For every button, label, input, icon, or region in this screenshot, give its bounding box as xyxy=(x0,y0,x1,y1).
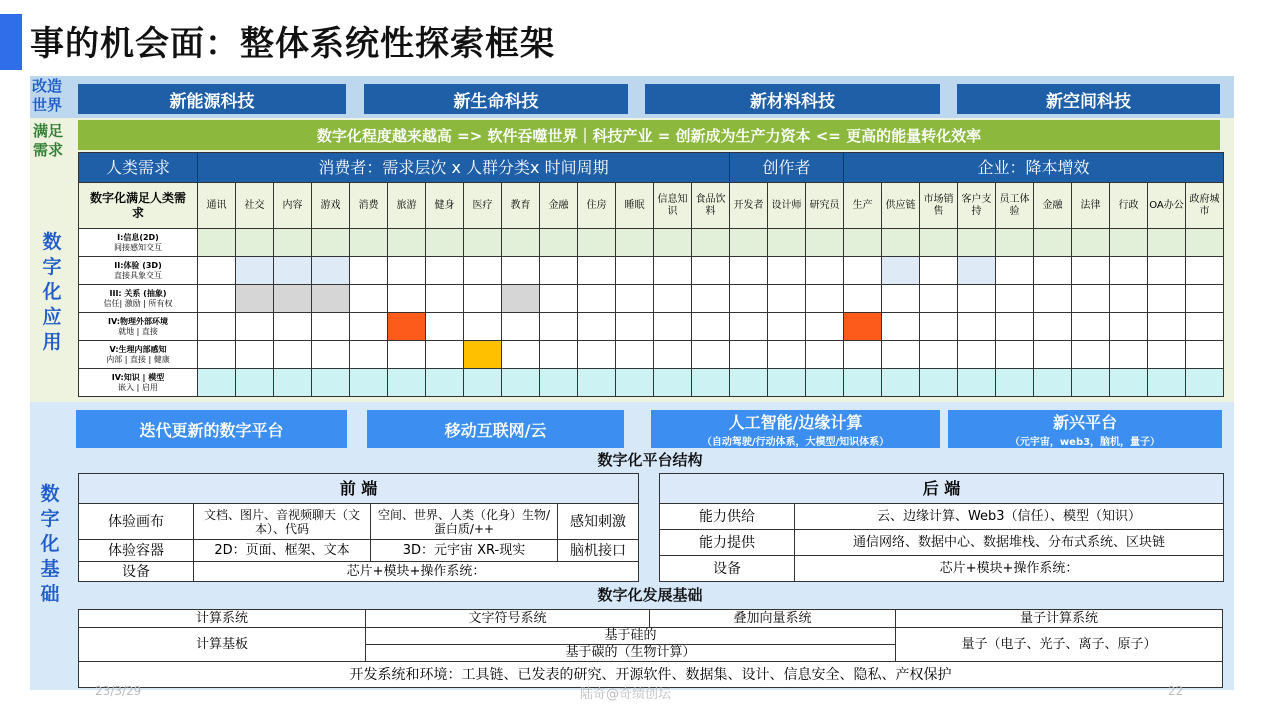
matrix-cell xyxy=(654,229,692,257)
matrix-cell xyxy=(654,313,692,341)
platform-emerging xyxy=(948,410,1222,448)
matrix-cell xyxy=(1110,313,1148,341)
matrix-cell xyxy=(388,257,426,285)
matrix-cell xyxy=(1034,313,1072,341)
matrix-cell xyxy=(426,313,464,341)
silicon-based: 基于硅的 xyxy=(366,628,896,645)
matrix-column-header: 住房 xyxy=(578,183,616,229)
matrix-cell xyxy=(654,285,692,313)
matrix-cell xyxy=(540,285,578,313)
matrix-cell xyxy=(616,257,654,285)
matrix-cell xyxy=(1186,369,1224,397)
matrix-cell xyxy=(1034,257,1072,285)
matrix-row-title: V:生理内部感知 xyxy=(109,344,167,354)
matrix-cell xyxy=(1148,285,1186,313)
header-creator: 创作者 xyxy=(730,153,844,183)
frontend-cell: 芯片+模块+操作系统： xyxy=(194,562,639,582)
matrix-cell xyxy=(198,313,236,341)
matrix-cell xyxy=(1186,341,1224,369)
matrix-corner-label: 数字化满足人类需求 xyxy=(79,183,198,229)
backend-row-label: 设备 xyxy=(660,556,795,582)
matrix-cell xyxy=(768,313,806,341)
matrix-cell xyxy=(388,313,426,341)
platform-title: 迭代更新的数字平台 xyxy=(139,420,284,440)
platform-mobile-cloud xyxy=(367,410,624,448)
matrix-column-header: 内容 xyxy=(274,183,312,229)
platform-subtitle: （元宇宙，web3，脑机，量子） xyxy=(1009,437,1161,448)
matrix-cell xyxy=(1186,229,1224,257)
matrix-cell xyxy=(730,229,768,257)
matrix-row-subtitle: 就地 | 直接 xyxy=(118,326,158,336)
matrix-cell xyxy=(958,257,996,285)
matrix-cell xyxy=(1110,229,1148,257)
matrix-cell xyxy=(312,285,350,313)
dev-environment: 开发系统和环境：工具链、已发表的研究、开源软件、数据集、设计、信息安全、隐私、产权保护 xyxy=(79,662,1223,688)
matrix-cell xyxy=(806,229,844,257)
matrix-cell xyxy=(958,313,996,341)
side-label-change-world: 改造世界 xyxy=(31,77,62,114)
matrix-row-label xyxy=(79,369,198,397)
matrix-cell xyxy=(1148,341,1186,369)
matrix-column-header: 信息知识 xyxy=(654,183,692,229)
matrix-cell xyxy=(882,229,920,257)
matrix-cell xyxy=(692,313,730,341)
side-label-meet-needs: 满足需求 xyxy=(32,122,63,159)
matrix-cell xyxy=(958,369,996,397)
backend-row-label: 能力提供 xyxy=(660,530,795,556)
matrix-cell xyxy=(616,229,654,257)
matrix-cell xyxy=(996,341,1034,369)
matrix-cell xyxy=(464,229,502,257)
carbon-based: 基于碳的（生物计算） xyxy=(366,645,896,662)
dev-base-table xyxy=(78,609,1223,688)
matrix-cell xyxy=(1186,285,1224,313)
matrix-cell xyxy=(426,257,464,285)
matrix-cell xyxy=(1034,229,1072,257)
matrix-cell xyxy=(350,229,388,257)
matrix-cell xyxy=(236,369,274,397)
matrix-cell xyxy=(198,369,236,397)
matrix-column-header: OA办公 xyxy=(1148,183,1186,229)
matrix-cell xyxy=(996,229,1034,257)
matrix-cell xyxy=(502,257,540,285)
matrix-cell xyxy=(996,369,1034,397)
matrix-cell xyxy=(958,285,996,313)
matrix-cell xyxy=(540,257,578,285)
matrix-cell xyxy=(692,341,730,369)
matrix-column-header: 金融 xyxy=(540,183,578,229)
matrix-cell xyxy=(1072,341,1110,369)
matrix-cell xyxy=(350,341,388,369)
matrix-cell xyxy=(996,313,1034,341)
matrix-cell xyxy=(920,257,958,285)
matrix-cell xyxy=(236,229,274,257)
tech-new-space: 新空间科技 xyxy=(957,84,1220,114)
banner-digitalization: 数字化程度越来越高 => 软件吞噬世界｜科技产业 = 创新成为生产力资本 <= 更高的能量转化效率 xyxy=(78,120,1220,150)
matrix-cell xyxy=(502,285,540,313)
matrix-column-header: 睡眠 xyxy=(616,183,654,229)
matrix-cell xyxy=(692,285,730,313)
matrix-cell xyxy=(1072,369,1110,397)
matrix-cell xyxy=(426,229,464,257)
platform-title: 人工智能/边缘计算 xyxy=(728,413,863,432)
matrix-cell xyxy=(274,229,312,257)
title-accent-bar xyxy=(0,14,22,70)
platform-ai-edge xyxy=(651,410,940,448)
matrix-row-label xyxy=(79,229,198,257)
matrix-column-header: 行政 xyxy=(1110,183,1148,229)
matrix-cell xyxy=(274,369,312,397)
frontend-table xyxy=(78,473,639,582)
tech-new-life: 新生命科技 xyxy=(364,84,628,114)
matrix-cell xyxy=(350,257,388,285)
matrix-cell xyxy=(464,257,502,285)
matrix-cell xyxy=(616,341,654,369)
matrix-cell xyxy=(1034,369,1072,397)
matrix-cell xyxy=(198,257,236,285)
backend-cell: 云、边缘计算、Web3（信任）、模型（知识） xyxy=(795,504,1224,530)
frontend-cell: 3D：元宇宙 XR-现实 xyxy=(371,540,558,562)
matrix-cell xyxy=(806,285,844,313)
backend-title: 后 端 xyxy=(660,474,1224,504)
matrix-cell xyxy=(1186,313,1224,341)
matrix-cell xyxy=(768,285,806,313)
matrix-cell xyxy=(1148,313,1186,341)
header-consumer: 消费者：需求层次 x 人群分类x 时间周期 xyxy=(198,153,730,183)
matrix-cell xyxy=(844,341,882,369)
matrix-cell xyxy=(464,369,502,397)
matrix-cell xyxy=(1110,341,1148,369)
matrix-row-subtitle: 直接具象交互 xyxy=(114,270,162,280)
matrix-cell xyxy=(1110,257,1148,285)
matrix-cell xyxy=(730,369,768,397)
matrix-column-header: 通讯 xyxy=(198,183,236,229)
matrix-cell xyxy=(236,257,274,285)
matrix-cell xyxy=(1034,341,1072,369)
matrix-cell xyxy=(920,369,958,397)
matrix-column-header: 研究员 xyxy=(806,183,844,229)
matrix-cell xyxy=(768,369,806,397)
matrix-cell xyxy=(768,229,806,257)
matrix-cell xyxy=(692,229,730,257)
tech-new-energy: 新能源科技 xyxy=(78,84,346,114)
matrix-cell xyxy=(692,369,730,397)
matrix-cell xyxy=(844,369,882,397)
matrix-column-header: 客户支持 xyxy=(958,183,996,229)
matrix-column-header: 教育 xyxy=(502,183,540,229)
matrix-cell xyxy=(540,369,578,397)
matrix-cell xyxy=(578,257,616,285)
matrix-cell xyxy=(1072,313,1110,341)
matrix-cell xyxy=(730,341,768,369)
matrix-row-label xyxy=(79,285,198,313)
matrix-cell xyxy=(540,341,578,369)
matrix-cell xyxy=(1110,285,1148,313)
matrix-cell xyxy=(274,285,312,313)
matrix-cell xyxy=(1148,369,1186,397)
header-enterprise: 企业：降本增效 xyxy=(844,153,1224,183)
matrix-cell xyxy=(312,229,350,257)
dev-base-header: 文字符号系统 xyxy=(366,610,650,628)
footer-date: 23/3/29 xyxy=(95,684,142,698)
compute-board: 计算基板 xyxy=(79,628,366,662)
matrix-column-header: 政府城市 xyxy=(1186,183,1224,229)
matrix-column-header: 设计师 xyxy=(768,183,806,229)
matrix-cell xyxy=(958,229,996,257)
matrix-cell xyxy=(274,341,312,369)
footer-author: 陆奇@奇绩创坛 xyxy=(580,687,672,702)
matrix-cell xyxy=(388,341,426,369)
matrix-cell xyxy=(730,285,768,313)
matrix-cell xyxy=(198,229,236,257)
matrix-cell xyxy=(388,229,426,257)
matrix-cell xyxy=(426,369,464,397)
matrix-column-header: 供应链 xyxy=(882,183,920,229)
matrix-cell xyxy=(502,369,540,397)
matrix-cell xyxy=(578,313,616,341)
matrix-cell xyxy=(768,341,806,369)
backend-table xyxy=(659,473,1224,582)
matrix-cell xyxy=(844,285,882,313)
matrix-cell xyxy=(882,313,920,341)
side-label-digital-apps: 数字化应用 xyxy=(42,231,62,353)
matrix-column-header: 法律 xyxy=(1072,183,1110,229)
frontend-row-label: 体验画布 xyxy=(79,504,194,540)
matrix-cell xyxy=(502,341,540,369)
matrix-cell xyxy=(806,313,844,341)
frontend-cell: 文档、图片、音视频聊天（文本）、代码 xyxy=(194,504,371,540)
matrix-cell xyxy=(806,257,844,285)
platform-title: 移动互联网/云 xyxy=(444,420,547,440)
matrix-column-header: 市场销售 xyxy=(920,183,958,229)
matrix-column-header: 开发者 xyxy=(730,183,768,229)
matrix-row-title: IV:物理外部环境 xyxy=(107,316,168,326)
platform-structure-heading: 数字化平台结构 xyxy=(597,451,703,469)
dev-base-header: 叠加向量系统 xyxy=(650,610,896,628)
matrix-cell xyxy=(1148,257,1186,285)
backend-cell: 通信网络、数据中心、数据堆栈、分布式系统、区块链 xyxy=(795,530,1224,556)
tech-new-material: 新材料科技 xyxy=(645,84,940,114)
header-human-needs: 人类需求 xyxy=(79,153,198,183)
matrix-cell xyxy=(996,257,1034,285)
backend-cell: 芯片+模块+操作系统： xyxy=(795,556,1224,582)
matrix-cell xyxy=(920,229,958,257)
matrix-column-header: 旅游 xyxy=(388,183,426,229)
matrix-cell xyxy=(882,369,920,397)
matrix-column-header: 游戏 xyxy=(312,183,350,229)
matrix-column-header: 健身 xyxy=(426,183,464,229)
matrix-cell xyxy=(274,313,312,341)
matrix-cell xyxy=(806,341,844,369)
matrix-row-subtitle: 间接感知交互 xyxy=(114,242,162,252)
matrix-cell xyxy=(236,313,274,341)
platform-subtitle: （自动驾驶/行动体系，大模型/知识体系） xyxy=(701,437,890,448)
matrix-cell xyxy=(920,313,958,341)
matrix-cell xyxy=(1072,285,1110,313)
matrix-column-header: 金融 xyxy=(1034,183,1072,229)
matrix-cell xyxy=(920,285,958,313)
matrix-cell xyxy=(426,285,464,313)
matrix-cell xyxy=(730,313,768,341)
frontend-cell: 空间、世界、人类（化身）生物/蛋白质/++ xyxy=(371,504,558,540)
matrix-cell xyxy=(350,285,388,313)
backend-row-label: 能力供给 xyxy=(660,504,795,530)
matrix-cell xyxy=(502,229,540,257)
matrix-cell xyxy=(1148,229,1186,257)
matrix-cell xyxy=(844,313,882,341)
frontend-cell: 脑机接口 xyxy=(558,540,639,562)
matrix-cell xyxy=(464,313,502,341)
matrix-cell xyxy=(198,285,236,313)
quantum-basis: 量子（电子、光子、离子、原子） xyxy=(896,628,1223,662)
matrix-row-subtitle: 信任| 激励 | 所有权 xyxy=(103,298,173,308)
matrix-cell xyxy=(616,369,654,397)
dev-base-header: 计算系统 xyxy=(79,610,366,628)
matrix-cell xyxy=(388,369,426,397)
matrix-column-header: 医疗 xyxy=(464,183,502,229)
frontend-cell: 感知刺激 xyxy=(558,504,639,540)
matrix-cell xyxy=(1072,229,1110,257)
matrix-cell xyxy=(1072,257,1110,285)
matrix-row-label xyxy=(79,257,198,285)
matrix-cell xyxy=(920,341,958,369)
dev-base-header: 量子计算系统 xyxy=(896,610,1223,628)
matrix-cell xyxy=(578,229,616,257)
matrix-cell xyxy=(312,257,350,285)
matrix-cell xyxy=(236,285,274,313)
matrix-cell xyxy=(236,341,274,369)
matrix-cell xyxy=(578,369,616,397)
matrix-row-title: I:信息(2D) xyxy=(117,232,159,242)
matrix-cell xyxy=(540,313,578,341)
matrix-cell xyxy=(616,313,654,341)
matrix-cell xyxy=(578,285,616,313)
matrix-cell xyxy=(312,341,350,369)
matrix-cell xyxy=(426,341,464,369)
matrix-cell xyxy=(806,369,844,397)
matrix-cell xyxy=(1186,257,1224,285)
matrix-cell xyxy=(1110,369,1148,397)
matrix-cell xyxy=(274,257,312,285)
platform-title: 新兴平台 xyxy=(1052,413,1117,432)
matrix-row-subtitle: 内部 | 直接 | 健康 xyxy=(106,354,170,364)
matrix-cell xyxy=(464,285,502,313)
matrix-cell xyxy=(388,285,426,313)
matrix-cell xyxy=(654,341,692,369)
matrix-cell xyxy=(692,257,730,285)
matrix-cell xyxy=(616,285,654,313)
platform-iterative xyxy=(76,410,347,448)
matrix-column-header: 消费 xyxy=(350,183,388,229)
matrix-row-subtitle: 嵌入 | 启用 xyxy=(118,382,158,392)
matrix-row-label xyxy=(79,341,198,369)
frontend-row-label: 设备 xyxy=(79,562,194,582)
matrix-cell xyxy=(540,229,578,257)
matrix-cell xyxy=(312,313,350,341)
matrix-cell xyxy=(350,369,388,397)
matrix-cell xyxy=(768,257,806,285)
matrix-cell xyxy=(654,369,692,397)
matrix-row-label xyxy=(79,313,198,341)
matrix-cell xyxy=(882,285,920,313)
frontend-cell: 2D：页面、框架、文本 xyxy=(194,540,371,562)
needs-matrix xyxy=(78,152,1224,397)
footer-page-number: 22 xyxy=(1168,684,1184,698)
matrix-cell xyxy=(654,257,692,285)
matrix-cell xyxy=(844,257,882,285)
dev-base-heading: 数字化发展基础 xyxy=(78,582,1222,608)
matrix-cell xyxy=(578,341,616,369)
matrix-column-header: 生产 xyxy=(844,183,882,229)
matrix-column-header: 社交 xyxy=(236,183,274,229)
matrix-cell xyxy=(350,313,388,341)
matrix-column-header: 员工体验 xyxy=(996,183,1034,229)
matrix-cell xyxy=(502,313,540,341)
matrix-cell xyxy=(958,341,996,369)
matrix-column-header: 食品饮料 xyxy=(692,183,730,229)
frontend-row-label: 体验容器 xyxy=(79,540,194,562)
matrix-cell xyxy=(464,341,502,369)
side-label-digital-base: 数字化基础 xyxy=(40,483,60,605)
matrix-row-title: III: 关系 (抽象) xyxy=(109,288,167,298)
matrix-cell xyxy=(198,341,236,369)
matrix-cell xyxy=(844,229,882,257)
matrix-cell xyxy=(1034,285,1072,313)
matrix-row-title: IV:知识 | 模型 xyxy=(111,372,165,382)
matrix-cell xyxy=(882,341,920,369)
matrix-row-title: II:体验 (3D) xyxy=(114,260,162,270)
page-title: 事的机会面：整体系统性探索框架 xyxy=(30,24,555,64)
matrix-cell xyxy=(730,257,768,285)
matrix-cell xyxy=(996,285,1034,313)
matrix-cell xyxy=(882,257,920,285)
frontend-title: 前 端 xyxy=(79,474,639,504)
matrix-cell xyxy=(312,369,350,397)
